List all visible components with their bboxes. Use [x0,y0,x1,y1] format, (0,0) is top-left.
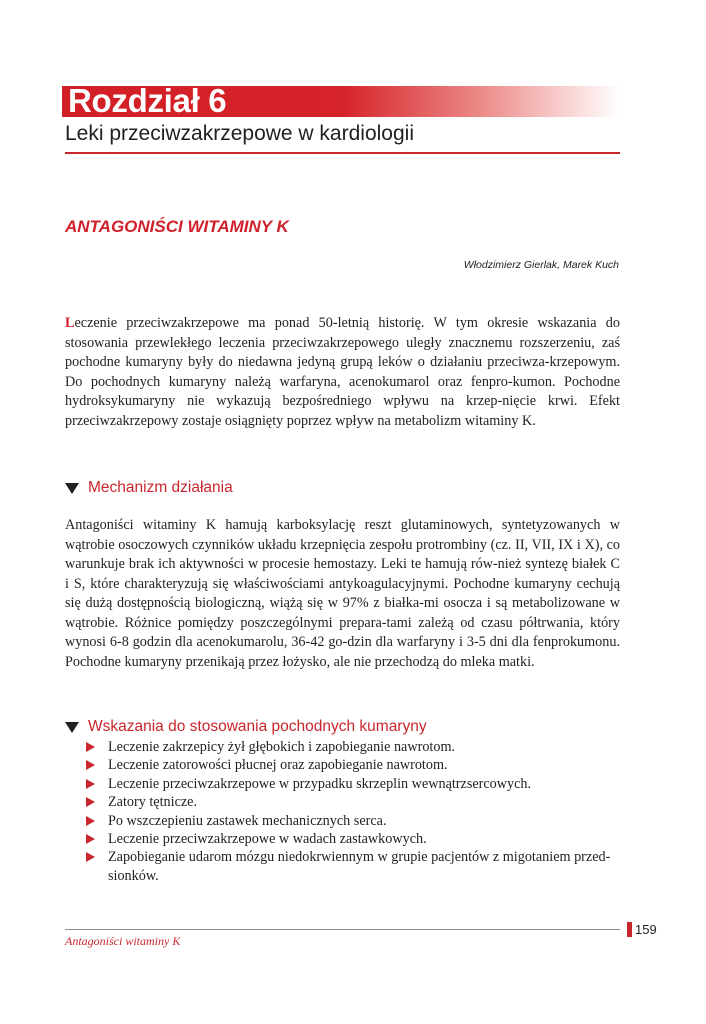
triangle-down-icon [65,483,79,494]
indications-heading-label: Wskazania do stosowania pochodnych kumaryny [88,718,427,735]
list-item [86,812,620,830]
triangle-right-bullet-icon [86,760,95,770]
triangle-right-bullet-icon [86,816,95,826]
list-item-text: Leczenie zatorowości płucnej oraz zapobieganie nawrotom. [108,757,448,774]
chapter-title: Rozdział 6 [68,82,227,119]
running-title: Antagoniści witaminy K [65,934,181,948]
page-number: 159 [635,922,657,937]
indications-list [86,738,620,885]
mechanism-heading [65,478,233,498]
drop-cap: L [65,315,75,331]
chapter-divider [65,152,620,154]
chapter-subtitle: Leki przeciwzakrzepowe w kardiologii [65,122,414,145]
triangle-down-icon [65,722,79,733]
list-item [86,848,620,885]
triangle-right-bullet-icon [86,852,95,862]
mechanism-paragraph: Antagoniści witaminy K hamują karboksylację reszt glutaminowych, syntetyzowanych w wątrobie osoczowych czynników układu krzepnięcia zespołu protrombiny (cz. II, VII, IX i X), co warunkuje brak ich aktywności w procesie hemostazy. Leki te hamują rów-nież syntezę białek C i S, które charakteryzują się właściwościami antykoagulacyjnymi. Pochodne kumaryny cechują się dużą dostępnością biologiczną, wiążą się w 97% z białka-mi osocza i są metabolizowane w wątrobie. Różnice pomiędzy poszczególnymi prepara-tami zależą od czasu półtrwania, który wynosi 6-8 godzin dla acenokumarolu, 36-42 go-dzin dla warfaryny i 3-5 dni dla fenprokumonu. Pochodne kumaryny przenikają przez łożysko, ale nie przechodzą do mleka matki. [65,517,620,670]
list-item [86,738,620,756]
indications-heading [65,717,427,737]
page-marker [627,922,632,937]
list-item [86,775,620,793]
list-item-text: Zapobieganie udarom mózgu niedokrwiennym w grupie pacjentów z migotaniem przed-sionków. [108,849,611,884]
footer-divider [65,929,620,930]
triangle-right-bullet-icon [86,779,95,789]
list-item-text: Zatory tętnicze. [108,794,198,811]
triangle-right-bullet-icon [86,834,95,844]
list-item [86,793,620,811]
intro-paragraph [65,314,620,431]
list-item [86,830,620,848]
section-title: ANTAGONIŚCI WITAMINY K [65,217,289,236]
list-item-text: Leczenie przeciwzakrzepowe w wadach zastawkowych. [108,831,427,848]
triangle-right-bullet-icon [86,742,95,752]
list-item [86,756,620,774]
list-item-text: Po wszczepieniu zastawek mechanicznych serca. [108,812,387,829]
authors-line: Włodzimierz Gierlak, Marek Kuch [463,259,619,271]
list-item-text: Leczenie zakrzepicy żył głębokich i zapobieganie nawrotom. [108,739,456,755]
intro-text: eczenie przeciwzakrzepowe ma ponad 50-letnią historię. W tym okresie wskazania do stosowania przewlekłego leczenia przeciwzakrzepowego uległy znacznemu rozszerzeniu, zaś pochodne kumaryny były do niedawna jedyną grupą leków o działaniu przeciwza-krzepowym. Do pochodnych kumaryny należą warfaryna, acenokumarol oraz fenpro-kumon. Pochodne hydroksykumaryny nie wykazują bezpośredniego wpływu na krzep-nięcie krwi. Efekt przeciwzakrzepowy zostaje osiągnięty poprzez wpływ na metabolizm witaminy K. [65,315,620,429]
list-item-text: Leczenie przeciwzakrzepowe w przypadku skrzeplin wewnątrzsercowych. [108,775,532,792]
mechanism-heading-label: Mechanizm działania [88,479,233,496]
triangle-right-bullet-icon [86,797,95,807]
